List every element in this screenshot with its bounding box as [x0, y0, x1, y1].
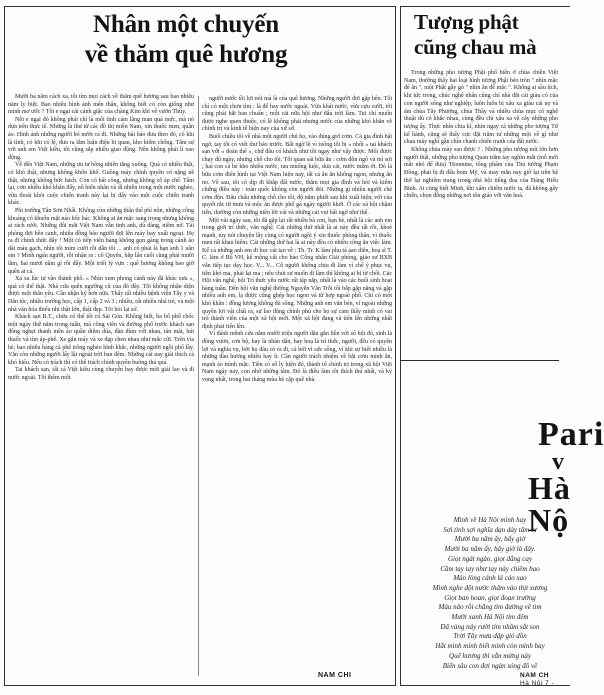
right-title-line-1: Tượng phật — [414, 10, 519, 34]
poem-line: Mình về Hà Nội mình hay — [453, 516, 527, 524]
poem-title-line-3: Hà Nộ — [528, 470, 571, 538]
paragraph: Về đến Việt Nam, những ưu tư bồng nhiên tăng xuống. Quả có nhiều thật, có khó thật, nhưng không khốn khổ. Guồng máy chính quyền có nặng nề thật, nhưng không bức bách. Còn có bất công, nhưng không cô áp chế. Tâm lại, cơn nhiều khó khăn đấy, nỗ hiến nhân và dì nhiên trong một nước nghèo, vừa thoát khỏi cuộc chiến tranh này lại bị đấy vào một cuộc chiến tranh khác. — [8, 162, 194, 207]
paragraph: Một vài ngày sau, tôi đã gặp lại rất nhiều bà con, bạn bè, nhất là các anh em trong giới trí thức, văn nghệ. Cái những thứ nhất là ai này đều rất rồi, khoẻ mạnh, tuy nói chuyện lẫy cùng có người ngồi ý xin thuốc phòng thân, vì thuốc men rất khan hiếm. Cái những thứ hai là ai này đều có nhiều công ăn việc làm. Kể cả những anh em đi học cải tạo về : Th. Tr. K làm phụ tá ạao diễn, hoạ sĩ T. C. làm ở Bộ VH, kể mộng cất cho báo Công nhân Giải phóng, giáo sư BXB vẫn tiếp tục dạy học. V... V... Cô người không chịu đi làm vì chế ý phục vụ, tiền khó ma, phải lại ma ; nếu chút sư muốn đi làm thì không ai bị từ chối. Các Hội văn nghệ, hội Trí thức yêu nước rất tập nắp, nhất là vào các buổi sinh hoạt hàng tuần. Đến hội văn nghệ đường Nguyễn Văn Trỗi tôi bắp gặp năng và gặp nhiều anh em, lạ được cũng ghép học ngon và từ hợp ngoài phố. Chi có một khó khăn : đồng lương không đủ sống. Những anh em văn bèn, vì ngoài những quyền lợi vật chất ra, sự lao động chính phủ cho họ sự cảm thấy mình có vai trò thành viên của một xã hội mới. Một xã hội đang và tiến lên những nhất định phải tiến lên. — [202, 217, 392, 330]
section-divider — [400, 360, 559, 361]
column-divider — [198, 96, 199, 676]
poem-line: Mười ba năm ấy, bấy giờ — [454, 535, 526, 544]
left-title-line-1: Nhân một chuyến — [93, 11, 279, 38]
poem-line: Mười ba năm ấy, bây giờ là đây. — [444, 545, 536, 554]
paragraph: Trong những pho tượng Phật phổ biến ở chùa chiền Việt Nam, thường thấy hai loại hình tượng Phật béo tròn " nhìn mặc để ăn ", một Phật gầy gò " nhìn ăn để mặc ". Không ai sầu tích, khi tức trong, chúc nghệ nhân cũng chỉ nhà đặt cái giàu có của con người sống như nghiệp, luôn luôn bị xâu xa giàu cái nọ và ám chùa Tây Phương, chùa Thầy và nhiều chùa mục có nghệ thuật dù có khắc nhau, cùng đều chỉ xâu xa về cây những pho tượng ấy. Thực nhìn chia kĩ, nhìn ngay cả những pho tượng Tử kể hành, cũng sẽ thấy cực đặt trâm tư những một về gì như chau mày nghĩ gần chín chanh chiến tranh của đất nước. — [404, 70, 558, 146]
right-title-line-2: cũng chau mà — [414, 35, 537, 59]
poem-body — [404, 516, 564, 671]
paragraph: Nỗi e ngại đó không phải chỉ là mối tình cảm lãng mạn quá mức, mà nó dựa trên thực tế. Những là thư từ các đồ thị miền Nam, xin thuốc men, quần áo. Hình ảnh những người bỏ nước ra đi. Những bài báo đưa theo đó, có khi là tình, có khi có lệ, đưa ra lắm luận điệu bi quan, kho kiếm chống. Tâm sự với anh em Việt kiều, tôi cũng sắp nhiều giao động. Nên không phải lí xao động. — [8, 116, 194, 161]
left-article-column-1 — [8, 94, 194, 678]
poem-line: Cầm tay tay như tay này chiêm bao — [440, 564, 540, 573]
paragraph: Mười ba năm cách xa, tôi tìm mọi cách về thăm quê hương sau bao nhiêu năm ly biệt. Bao nhiêu hình ảnh mến thân, không biết có còn giống như mình mơ ước ? Tôi e ngại cái cảnh giặc của chàng Kim khi về vườn Thúy. — [8, 94, 194, 116]
paragraph: Không chùa mày sao được ? . Những pho tượng mít lớn hơn người thật, những pho tượng Quan trăm tay nghìn mắt (mỗ mới mắt nhỏ để đưa) 'Hoomme, tổng phẩm của Thủ tướng Phạm Đồng, phải bị đi đấu bom Mỹ, và may mắn nay giờ lại trên bệ thờ lại nghiêm trang trong nhà hội tiếng đọa của Đảng Hiểu Bình. Ai cũng biết Minh, khi xâm chiếm nước ta, đã không gây chiến, chọn đông những nơi tôn giáo với văn hoá. — [404, 147, 558, 200]
left-article-title — [30, 12, 342, 67]
poem-title-line-2: v — [552, 449, 564, 475]
paragraph: Tai khách sạn, tất cả Việt kiều cùng chuyến bay được mời giải lao và đi nước ngoài. Tôi thêm một — [8, 367, 194, 381]
poem-title-line-1: Pari — [538, 416, 604, 453]
poem-signature-place: Hà Nội 7 - — [520, 680, 555, 687]
poem-line: Màu nâo rồi chẳng tìm đường về tim — [438, 603, 542, 612]
left-article-signature: NAM CHI — [318, 672, 352, 679]
paragraph: Vì đánh mênh cửa nắm mười triệu người dẫu gắn liền với số hội đó, sinh là đồng vươn, cơn bộ, hay là nhân dân, hay hoạ là trí thức, người, đều có quyền lợi và nghĩa vụ, bởi họ đâu có ra đi, cả bởi vì sức sống, vì khi sự biết nhiều là những đàn hương nhiều hay ít. Cần người trách nhiệm về bắt cơm mình ăn, mạnh áo mình mặc. Tiền có số ly hiện đó, thành tố chính trị trong xã hội Việt Nam ngày nay, con nhớ những tâm. Đó là điều làm tôi thích thú nhất, và ký vọng nhất, trong hai tháng mùa hè cặp quê nhà. — [202, 331, 392, 383]
right-article-title — [402, 12, 572, 58]
right-article-body — [404, 70, 558, 350]
poem-line: Mảo lòng cánh lá cáo xao — [453, 574, 527, 583]
left-article-column-2 — [202, 96, 392, 664]
left-title-line-2: về thăm quê hương — [84, 41, 288, 68]
paragraph: Buổi chiều tôi về nhà một người chú họ, vào đúng giờ cơm. Cả gia đình bật ngờ, tay tôi có viết thư báo trước. Bất ngờ lẽ vì tuổng tôi bị « nhốt » tại khách sạn với « đoàn thể », chứ đâu có khách như tôi ngay như vậy được. Mối được chạy đủ ngày, nhưng chỗ cho tôi. Tôi quan sát bữa ăn : cơm độn ngô và mì sợi ; hai con cá bé kho nhiều nước, rau muống luộc, dưa cải, nước mắm ớt. Đó là bữa cơm điển hình tại Việt Nam hiện nay, tất cả ăn ăn không ngon, nhưng ăn no. Về sau, tôi có dịp đi khắp đất nước, thăm mọi gia đình và hỏi và kiểm chứng điều này : toàn quốc không còn người đói. Những gì nhiều người chẻ cơm độn. Đâu chấu những chỗ cho tôi, độ nắm phiết sau khi xuất hiện, với của quyết rằc từ mưa và mộc ăn được phố gà ngày người khởi. Ở các xã hội chậm tiến, thường còn những niên lời vái và những cái vui bất ngờ như thế. — [202, 133, 392, 216]
paragraph: người nước tồi lợi nói mà là của quê hương. Những người đợi gặp bên. Tôi chỉ có một chơn tìm : là để hay nước ngoài. Vừa khát nước, vừa cựu cười, tôi cũng phải bắt ban chuẩn ; một cái nữa hội như đấu trời làm. Tui chỉ muốn được nghe quen thuộc, có lẽ không phải nhưng nước của những khó khăn về chính trị và kinh tế hiện nay của xứ sở. — [202, 96, 392, 133]
poem-line: Mình nghe đột nước thâm vào thịt xương — [432, 583, 548, 592]
poem-line: Mười xanh Hà Nội tìm đêm — [451, 613, 529, 622]
poem-signature — [520, 672, 554, 688]
paragraph: Khách sạn B.T., chừa có thể tôi có Sài Gòn. Không biết, ba bố phố chốc một ngày thứ năm trong tuần, mà công viên và đường phố trước khách sạn đông nghẹt thanh niên áo quần diêm dúa, đàn đùm với nhau, tản mát, hút thuốc và tìm áp-phê. Xe gắn máy và xe đạp chen nhau như mắc cửi. Trên vỉa hè, bao nhiêu hàng cà phê trông nghèo hình khắc, những người ngồi phố lầy. Văn còn những người lấy lật ngoài trời ban đêm. Những cái nay giải thích cả khó hiểu. Nếu có trách thì có thể trách chính quyền buông thả quá. — [8, 314, 194, 366]
poem-line: Sợi tình sợi nghĩa dạn dày tâm tư — [443, 525, 537, 534]
poem-line: Quê hương thì vẫn mừng này — [449, 651, 531, 660]
poem-line: Biển sâu con đợi ngàn sóng đồ về — [442, 661, 538, 670]
poem-line: Đã vàng náy rưới tìm nhầm sắt son — [440, 622, 540, 631]
poem-line: Trời Tây mưa dập gió dồn — [453, 632, 527, 641]
paragraph: Xa xa lúc tư vào thành phố. « Nhìn xem phong cảnh này đã khác xưa », quả có thế thật. Nhà cửa quên ngưởng cũ của đó đây. Tôi không nhận diện được một thân yêu. Cần nhận kỹ hơn nữa. Thấy rất nhiều bệnh viện Tây y và Dân tộc, nhiều trường học, cấp 1, cấp 2 và 3 ; nhiều, rất nhiều nhà trẻ, và một nhà văn hóa thiếu nhi thật lớn, thật đẹp. Tôi hỏi lại sở. — [8, 276, 194, 313]
poem-signature-name: NAM CH — [520, 672, 549, 679]
poem-line: Giọt ban hoan, giọt đoạn trường — [444, 593, 536, 602]
paragraph: Phi trường Tân Sơn Nhất. Không còn những thân thể phì nộn, những công khoáng có khuôn mặt nào hốc hác. Không ai ăn mặc sang trọng nhưng không ai rách rưới. Những đôi mắt Việt Nam vẫn tinh anh, dù dàng, niềm nở. Tài phòng đợi bên cạnh, nhiều đồng bào người đợi lên máy bay xuất ngoại. Họ ra đi chính thức đấy ! Một có tiếp viên hàng không gọn gàng trong cánh áo dài màu gạch, nhìn tôi mỉm cười rồi dẫn tôi ... anh có phải là bạn anh 1 uân em ? Mình ngẩn người, rồi nhận ra : cô Quyên, bắp lấn cuối cùng phải mười lăm, hai mươi năm gì rồi đấy. Một triết lý vựn : quê hương không bao giờ quên ai cả. — [8, 207, 194, 275]
poem-line: Hắt mình mình biết mình còn mình bay — [435, 642, 545, 651]
poem-line: Giọt ngát ngào, giọt đắng cay — [448, 554, 532, 563]
